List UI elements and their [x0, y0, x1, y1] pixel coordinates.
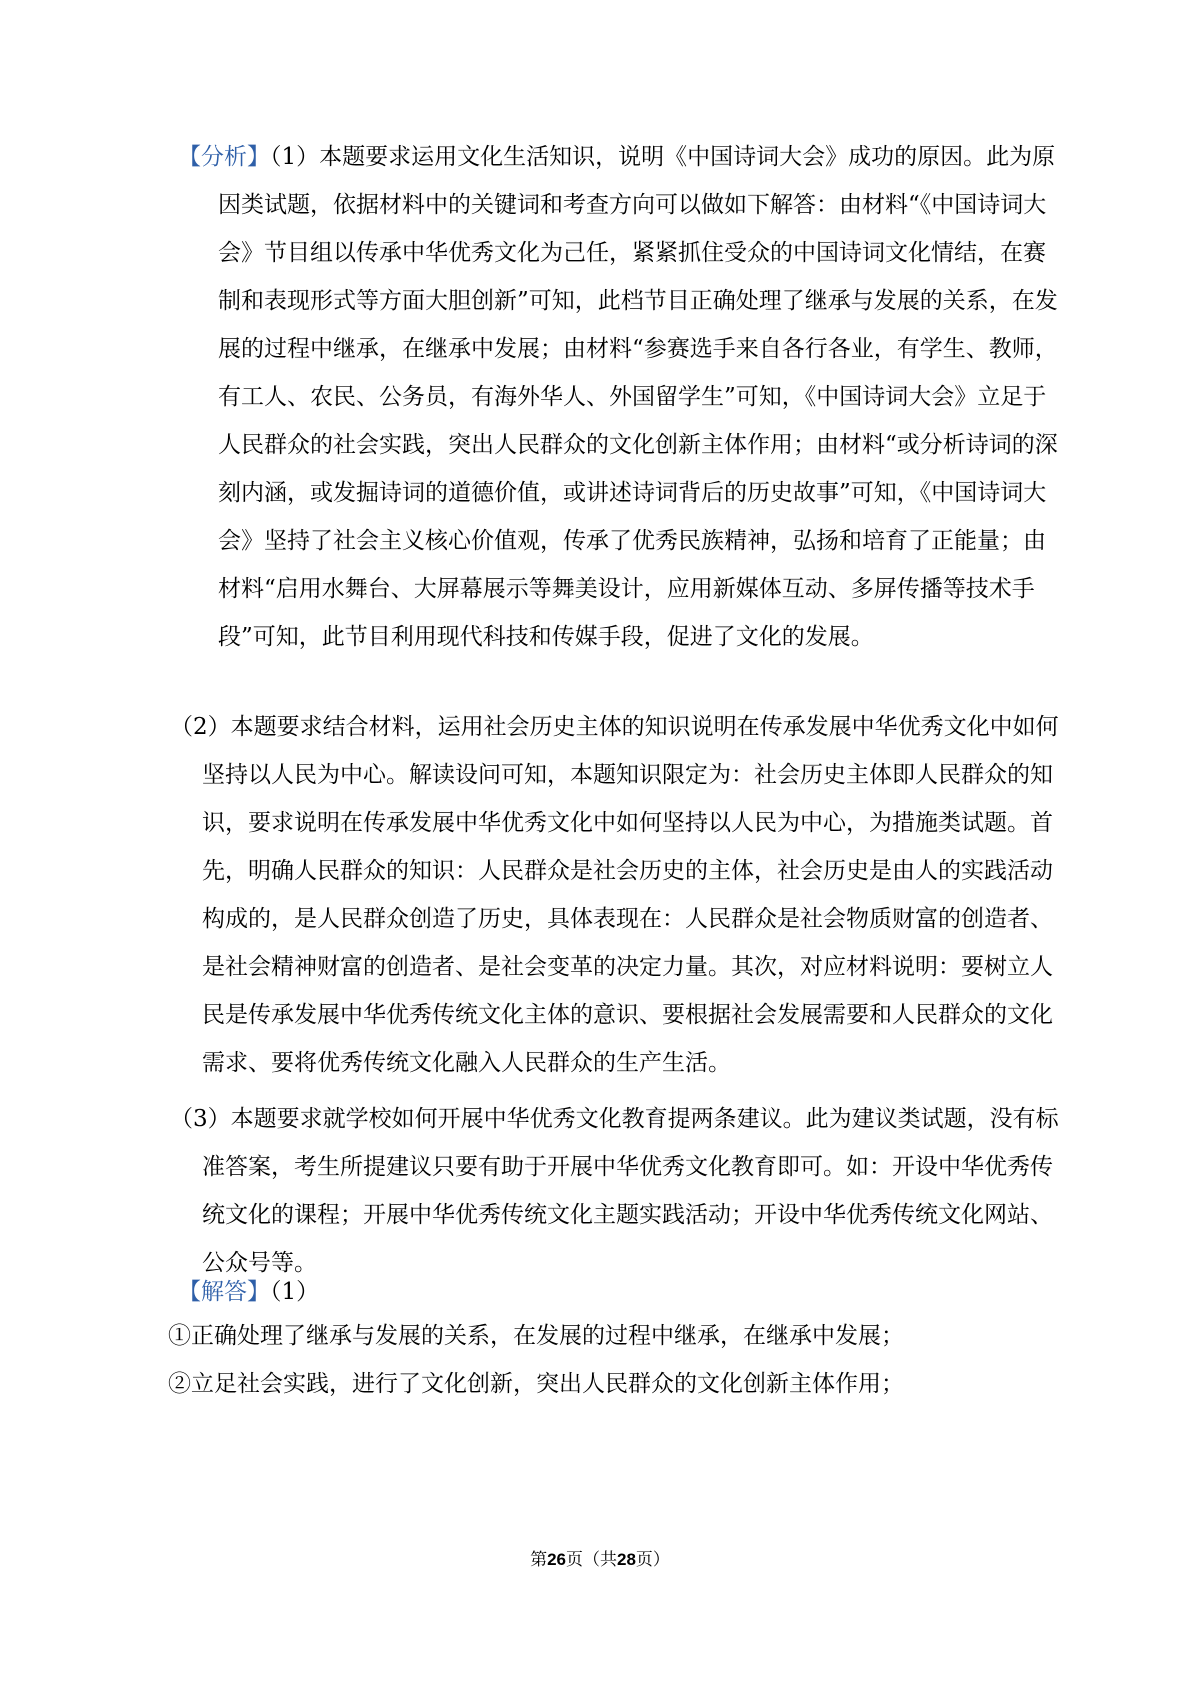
answer-tag: 【解答】 [178, 1279, 270, 1305]
page-footer [0, 1548, 1200, 1572]
analysis-text-1: （1）本题要求运用文化生活知识，说明《中国诗词大会》成功的原因。此为原因类试题，依据材料中的关键词和考查方向可以做如下解答：由材料“《中国诗词大会》节目组以传承中华优秀文化为己任，紧紧抓住受众的中国诗词文化情结，在赛制和表现形式等方面大胆创新”可知，此档节目正确处理了继承与发展的关系，在发展的过程中继承，在继承中发展；由材料“参赛选手来自各行各业，有学生、教师，有工人、农民、公务员，有海外华人、外国留学生”可知，《中国诗词大会》立足于人民群众的社会实践，突出人民群众的文化创新主体作用；由材料“或分析诗词的深刻内涵，或发掘诗词的道德价值，或讲述诗词背后的历史故事”可知，《中国诗词大会》坚持了社会主义核心价值观，传承了优秀民族精神，弘扬和培育了正能量；由材料“启用水舞台、大屏幕展示等舞美设计，应用新媒体互动、多屏传播等技术手段”可知，此节目利用现代科技和传媒手段，促进了文化的发展。 [218, 144, 1058, 650]
analysis-section [178, 133, 1068, 661]
answer-head-text: （1） [270, 1279, 320, 1305]
answer-item-1: ①正确处理了继承与发展的关系，在发展的过程中继承，在继承中发展； [168, 1323, 904, 1349]
footer-mid: 页（共 [566, 1550, 617, 1570]
analysis-section-2 [170, 703, 1060, 1087]
answer-items [168, 1312, 1038, 1408]
analysis-paragraph-1 [178, 133, 1068, 661]
analysis-paragraph-2: （2）本题要求结合材料，运用社会历史主体的知识说明在传承发展中华优秀文化中如何坚持以人民为中心。解读设问可知，本题知识限定为：社会历史主体即人民群众的知识，要求说明在传承发展中华优秀文化中如何坚持以人民为中心，为措施类试题。首先，明确人民群众的知识：人民群众是社会历史的主体，社会历史是由人的实践活动构成的，是人民群众创造了历史，具体表现在：人民群众是社会物质财富的创造者、是社会精神财富的创造者、是社会变革的决定力量。其次，对应材料说明：要树立人民是传承发展中华优秀传统文化主体的意识、要根据社会发展需要和人民群众的文化需求、要将优秀传统文化融入人民群众的生产生活。 [170, 714, 1059, 1076]
footer-post: 页） [635, 1550, 670, 1570]
analysis-tag: 【分析】 [178, 144, 270, 170]
analysis-paragraph-3: （3）本题要求就学校如何开展中华优秀文化教育提两条建议。此为建议类试题，没有标准答案，考生所提建议只要有助于开展中华优秀文化教育即可。如：开设中华优秀传统文化的课程；开展中华优秀传统文化主题实践活动；开设中华优秀传统文化网站、公众号等。 [170, 1106, 1059, 1276]
answer-item-2: ②立足社会实践，进行了文化创新，突出人民群众的文化创新主体作用； [168, 1371, 904, 1397]
footer-total-pages: 28 [617, 1550, 636, 1569]
analysis-section-3 [170, 1095, 1060, 1287]
answer-section [178, 1268, 1028, 1316]
footer-page-number: 26 [547, 1550, 566, 1569]
footer-pre: 第 [530, 1550, 548, 1570]
answer-heading [178, 1268, 1028, 1316]
